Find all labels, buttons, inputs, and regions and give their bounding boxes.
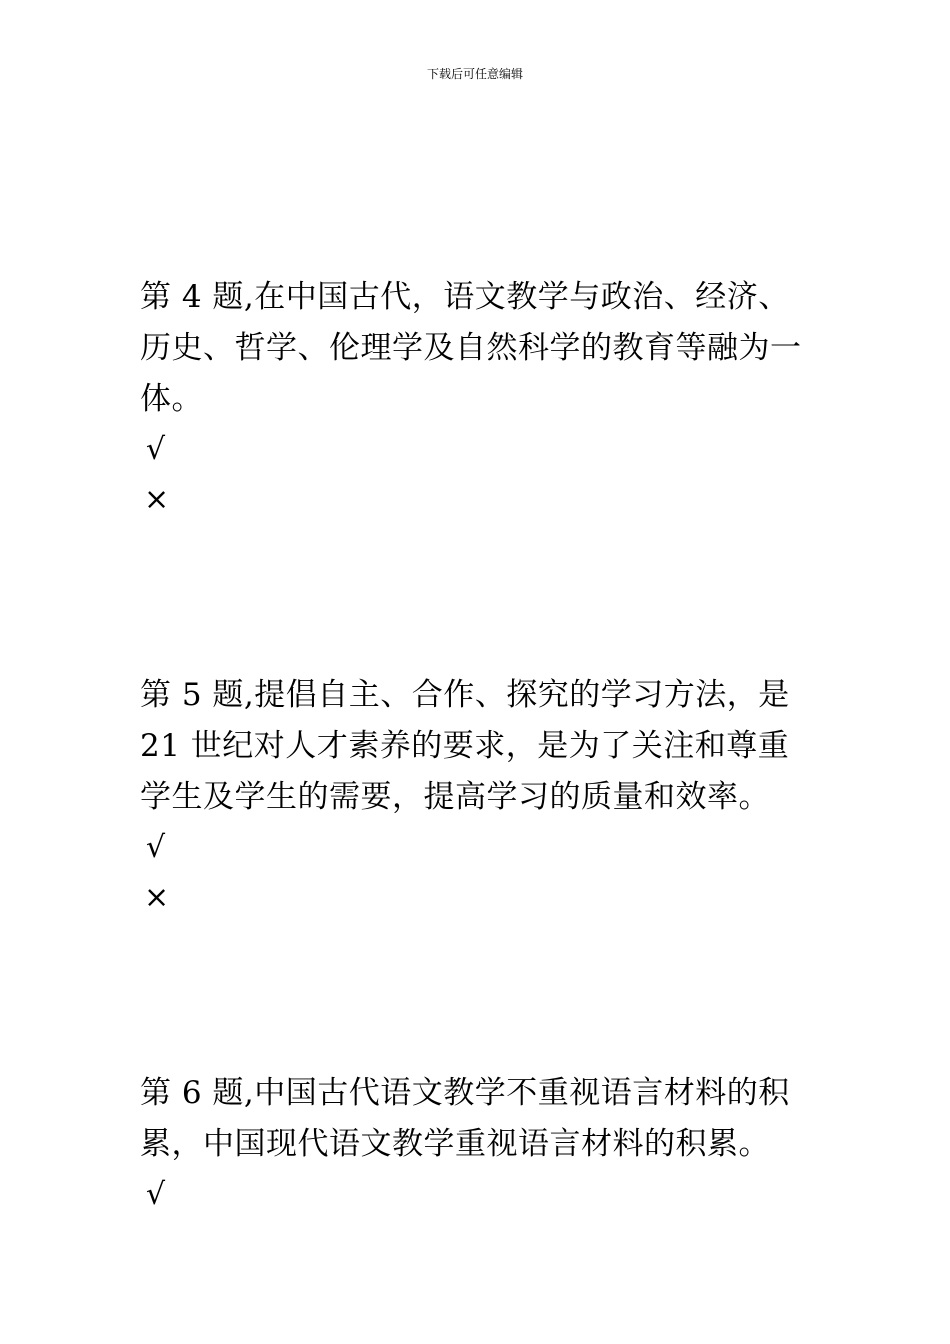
question-text [140, 272, 820, 425]
page-header: 下载后可任意编辑 [426, 67, 523, 81]
option-true[interactable]: √ [146, 432, 166, 467]
question-text-line: 第 6 题,中国古代语文教学不重视语言材料的积 [140, 1075, 790, 1111]
option-true[interactable]: √ [146, 1177, 166, 1212]
question-text-line: 第 5 题,提倡自主、合作、探究的学习方法，是 [140, 677, 790, 713]
question-text-line: 第 4 题,在中国古代，语文教学与政治、经济、 [140, 279, 790, 315]
question-text-line: 累，中国现代语文教学重视语言材料的积累。 [140, 1126, 770, 1162]
question-text-line: 体。 [140, 381, 203, 417]
question-text-line: 21 世纪对人才素养的要求，是为了关注和尊重 [140, 728, 790, 764]
question-text [140, 1068, 820, 1170]
question-5 [140, 670, 820, 923]
question-6 [140, 1068, 820, 1220]
option-false[interactable]: × [144, 880, 170, 915]
question-4 [140, 272, 820, 525]
option-true[interactable]: √ [146, 830, 166, 865]
question-text-line: 历史、哲学、伦理学及自然科学的教育等融为一 [140, 330, 802, 366]
option-false[interactable]: × [144, 482, 170, 517]
question-text [140, 670, 820, 823]
question-text-line: 学生及学生的需要，提高学习的质量和效率。 [140, 779, 770, 815]
